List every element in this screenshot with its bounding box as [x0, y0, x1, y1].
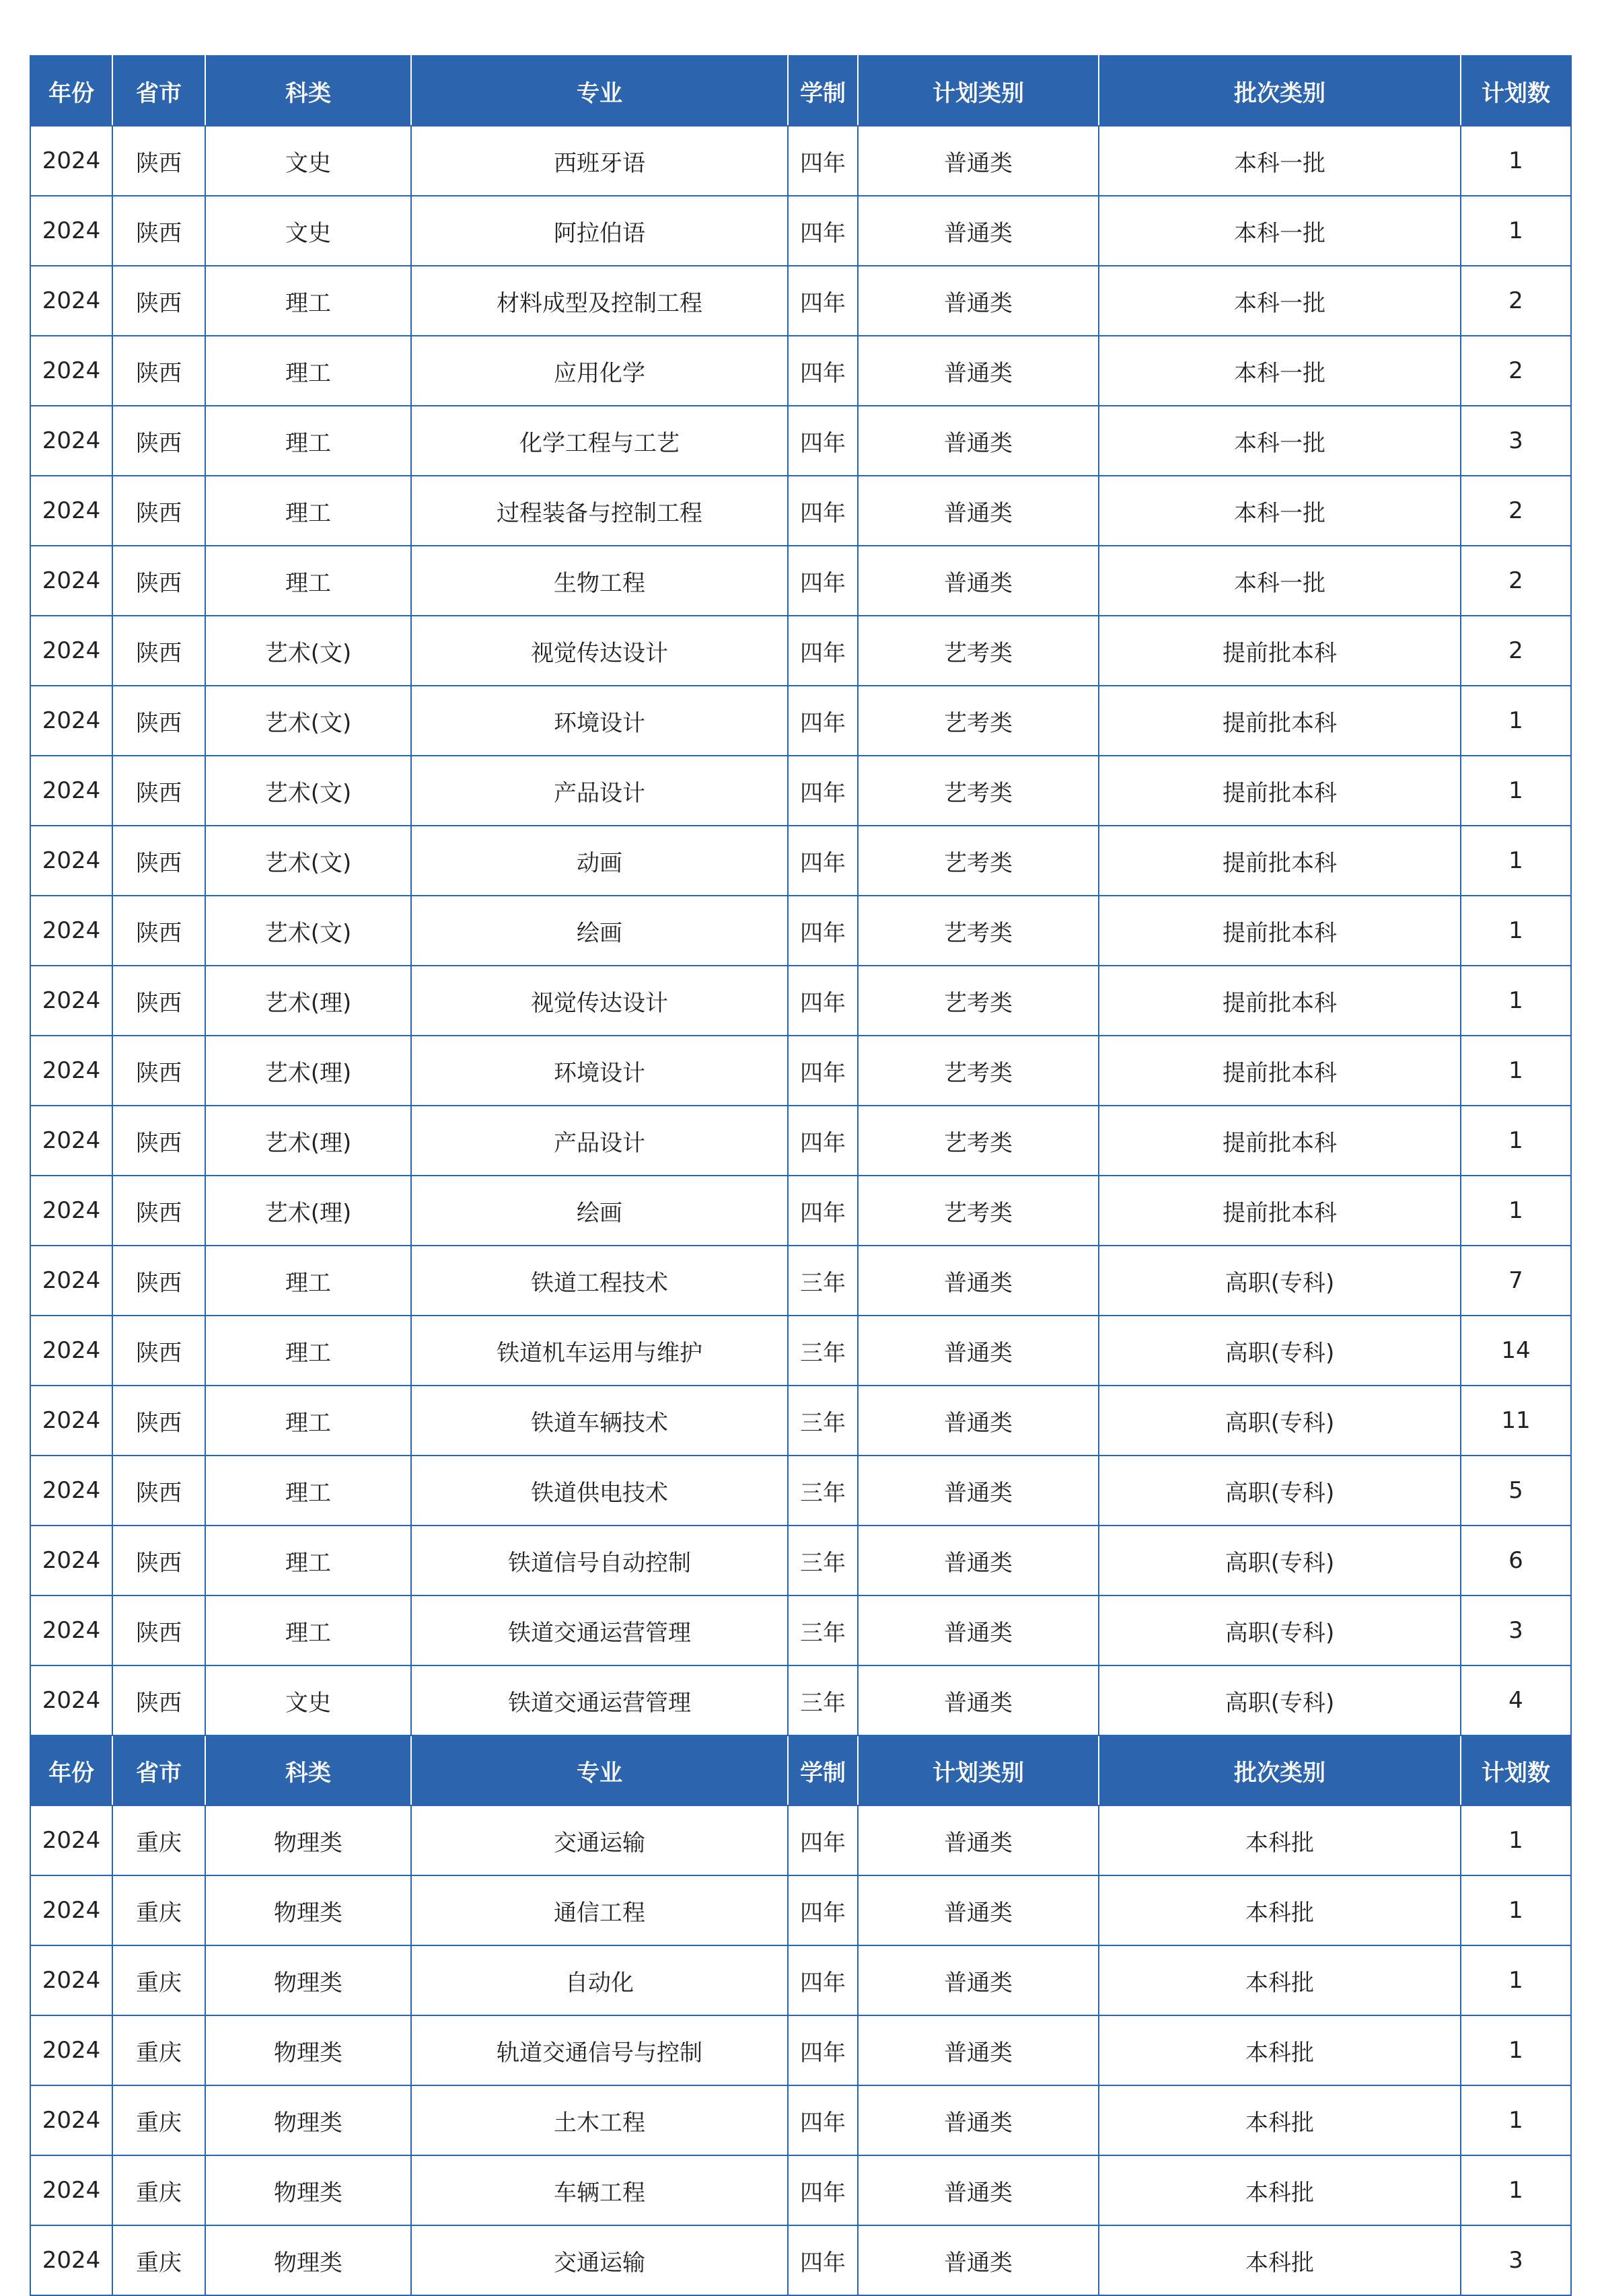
duration-cell: 四年	[788, 686, 858, 756]
subject-category-cell: 理工	[205, 1316, 411, 1386]
table-row	[30, 2225, 1571, 2295]
batch-category-cell: 提前批本科	[1099, 896, 1461, 966]
duration-cell: 四年	[788, 896, 858, 966]
subject-category-cell: 文史	[205, 126, 411, 196]
major-cell: 自动化	[411, 1945, 788, 2015]
batch-category-cell: 高职(专科)	[1099, 1526, 1461, 1595]
year-cell: 2024	[30, 686, 112, 756]
duration-cell: 四年	[788, 126, 858, 196]
plan-category-cell: 普通类	[858, 1316, 1099, 1386]
batch-category-cell: 本科一批	[1099, 406, 1461, 476]
year-cell: 2024	[30, 336, 112, 406]
duration-cell: 四年	[788, 1945, 858, 2015]
plan-count-cell: 1	[1461, 686, 1571, 756]
duration-cell: 四年	[788, 406, 858, 476]
major-cell: 铁道信号自动控制	[411, 1526, 788, 1595]
table-row	[30, 126, 1571, 196]
province-cell: 陕西	[112, 126, 205, 196]
header-cell-duration: 学制	[788, 1735, 858, 1805]
plan-category-cell: 普通类	[858, 2225, 1099, 2295]
batch-category-cell: 本科一批	[1099, 266, 1461, 336]
batch-category-cell: 本科一批	[1099, 336, 1461, 406]
province-cell: 陕西	[112, 966, 205, 1036]
table-row	[30, 336, 1571, 406]
plan-count-cell: 1	[1461, 2015, 1571, 2085]
province-cell: 重庆	[112, 2225, 205, 2295]
batch-category-cell: 高职(专科)	[1099, 1316, 1461, 1386]
batch-category-cell: 本科一批	[1099, 476, 1461, 546]
table-row	[30, 476, 1571, 546]
duration-cell: 四年	[788, 1805, 858, 1875]
province-cell: 陕西	[112, 896, 205, 966]
province-cell: 陕西	[112, 1036, 205, 1106]
province-cell: 陕西	[112, 616, 205, 686]
subject-category-cell: 艺术(文)	[205, 896, 411, 966]
subject-category-cell: 理工	[205, 1246, 411, 1316]
province-cell: 重庆	[112, 1805, 205, 1875]
table-row	[30, 1805, 1571, 1875]
plan-category-cell: 普通类	[858, 546, 1099, 616]
major-cell: 轨道交通信号与控制	[411, 2015, 788, 2085]
plan-count-cell: 2	[1461, 616, 1571, 686]
header-cell-duration: 学制	[788, 56, 858, 126]
subject-category-cell: 文史	[205, 1665, 411, 1735]
plan-count-cell: 1	[1461, 966, 1571, 1036]
subject-category-cell: 理工	[205, 1595, 411, 1665]
duration-cell: 四年	[788, 966, 858, 1036]
duration-cell: 四年	[788, 2015, 858, 2085]
province-cell: 陕西	[112, 1176, 205, 1246]
major-cell: 车辆工程	[411, 2155, 788, 2225]
plan-count-cell: 2	[1461, 476, 1571, 546]
year-cell: 2024	[30, 546, 112, 616]
subject-category-cell: 物理类	[205, 1945, 411, 2015]
subject-category-cell: 理工	[205, 1526, 411, 1595]
province-cell: 陕西	[112, 1526, 205, 1595]
subject-category-cell: 艺术(理)	[205, 966, 411, 1036]
major-cell: 生物工程	[411, 546, 788, 616]
year-cell: 2024	[30, 2015, 112, 2085]
plan-category-cell: 艺考类	[858, 616, 1099, 686]
batch-category-cell: 提前批本科	[1099, 686, 1461, 756]
duration-cell: 四年	[788, 1036, 858, 1106]
year-cell: 2024	[30, 1526, 112, 1595]
subject-category-cell: 艺术(文)	[205, 686, 411, 756]
plan-count-cell: 1	[1461, 2085, 1571, 2155]
subject-category-cell: 物理类	[205, 2085, 411, 2155]
batch-category-cell: 提前批本科	[1099, 966, 1461, 1036]
major-cell: 交通运输	[411, 2225, 788, 2295]
plan-count-cell: 1	[1461, 896, 1571, 966]
plan-category-cell: 艺考类	[858, 756, 1099, 826]
header-cell-plan-category: 计划类别	[858, 1735, 1099, 1805]
year-cell: 2024	[30, 1176, 112, 1246]
subject-category-cell: 理工	[205, 336, 411, 406]
header-cell-year: 年份	[30, 1735, 112, 1805]
duration-cell: 四年	[788, 2085, 858, 2155]
duration-cell: 四年	[788, 1176, 858, 1246]
header-cell-subject-category: 科类	[205, 1735, 411, 1805]
plan-count-cell: 2	[1461, 546, 1571, 616]
year-cell: 2024	[30, 756, 112, 826]
major-cell: 环境设计	[411, 686, 788, 756]
batch-category-cell: 本科批	[1099, 2015, 1461, 2085]
duration-cell: 四年	[788, 336, 858, 406]
batch-category-cell: 本科批	[1099, 2085, 1461, 2155]
province-cell: 陕西	[112, 336, 205, 406]
duration-cell: 四年	[788, 1106, 858, 1176]
subject-category-cell: 物理类	[205, 1805, 411, 1875]
plan-category-cell: 艺考类	[858, 1036, 1099, 1106]
year-cell: 2024	[30, 616, 112, 686]
header-cell-major: 专业	[411, 56, 788, 126]
major-cell: 化学工程与工艺	[411, 406, 788, 476]
enrollment-plan-table	[30, 55, 1572, 2296]
province-cell: 重庆	[112, 2155, 205, 2225]
year-cell: 2024	[30, 1945, 112, 2015]
year-cell: 2024	[30, 2225, 112, 2295]
plan-count-cell: 11	[1461, 1386, 1571, 1456]
province-cell: 陕西	[112, 406, 205, 476]
subject-category-cell: 艺术(文)	[205, 756, 411, 826]
batch-category-cell: 本科批	[1099, 2225, 1461, 2295]
plan-category-cell: 普通类	[858, 266, 1099, 336]
table-row	[30, 2085, 1571, 2155]
major-cell: 铁道交通运营管理	[411, 1595, 788, 1665]
batch-category-cell: 高职(专科)	[1099, 1386, 1461, 1456]
plan-count-cell: 14	[1461, 1316, 1571, 1386]
year-cell: 2024	[30, 406, 112, 476]
plan-category-cell: 普通类	[858, 196, 1099, 266]
major-cell: 产品设计	[411, 756, 788, 826]
province-cell: 重庆	[112, 1945, 205, 2015]
table-row	[30, 1456, 1571, 1526]
header-cell-subject-category: 科类	[205, 56, 411, 126]
plan-category-cell: 普通类	[858, 336, 1099, 406]
year-cell: 2024	[30, 1595, 112, 1665]
major-cell: 西班牙语	[411, 126, 788, 196]
header-cell-plan-count: 计划数	[1461, 1735, 1571, 1805]
plan-category-cell: 普通类	[858, 1665, 1099, 1735]
plan-count-cell: 5	[1461, 1456, 1571, 1526]
batch-category-cell: 提前批本科	[1099, 616, 1461, 686]
plan-category-cell: 普通类	[858, 1875, 1099, 1945]
year-cell: 2024	[30, 266, 112, 336]
province-cell: 陕西	[112, 686, 205, 756]
province-cell: 陕西	[112, 756, 205, 826]
year-cell: 2024	[30, 826, 112, 896]
major-cell: 过程装备与控制工程	[411, 476, 788, 546]
plan-category-cell: 普通类	[858, 1456, 1099, 1526]
province-cell: 陕西	[112, 1386, 205, 1456]
table-row	[30, 1036, 1571, 1106]
plan-category-cell: 普通类	[858, 1805, 1099, 1875]
year-cell: 2024	[30, 896, 112, 966]
year-cell: 2024	[30, 1875, 112, 1945]
table-row	[30, 1386, 1571, 1456]
duration-cell: 三年	[788, 1595, 858, 1665]
plan-count-cell: 1	[1461, 1176, 1571, 1246]
subject-category-cell: 物理类	[205, 2155, 411, 2225]
table-row	[30, 1316, 1571, 1386]
table-row	[30, 1526, 1571, 1595]
major-cell: 铁道交通运营管理	[411, 1665, 788, 1735]
year-cell: 2024	[30, 1106, 112, 1176]
batch-category-cell: 本科一批	[1099, 126, 1461, 196]
batch-category-cell: 提前批本科	[1099, 1036, 1461, 1106]
batch-category-cell: 提前批本科	[1099, 1106, 1461, 1176]
table-row	[30, 2015, 1571, 2085]
plan-category-cell: 普通类	[858, 2015, 1099, 2085]
plan-count-cell: 3	[1461, 406, 1571, 476]
table-header-row	[30, 1735, 1571, 1805]
plan-category-cell: 艺考类	[858, 686, 1099, 756]
plan-category-cell: 普通类	[858, 476, 1099, 546]
major-cell: 土木工程	[411, 2085, 788, 2155]
plan-category-cell: 艺考类	[858, 896, 1099, 966]
province-cell: 陕西	[112, 1665, 205, 1735]
duration-cell: 四年	[788, 196, 858, 266]
header-cell-plan-count: 计划数	[1461, 56, 1571, 126]
major-cell: 阿拉伯语	[411, 196, 788, 266]
province-cell: 陕西	[112, 1456, 205, 1526]
year-cell: 2024	[30, 1386, 112, 1456]
header-cell-major: 专业	[411, 1735, 788, 1805]
major-cell: 绘画	[411, 896, 788, 966]
year-cell: 2024	[30, 2155, 112, 2225]
plan-category-cell: 普通类	[858, 126, 1099, 196]
province-cell: 重庆	[112, 1875, 205, 1945]
header-cell-province: 省市	[112, 56, 205, 126]
year-cell: 2024	[30, 196, 112, 266]
subject-category-cell: 理工	[205, 266, 411, 336]
province-cell: 陕西	[112, 266, 205, 336]
major-cell: 通信工程	[411, 1875, 788, 1945]
batch-category-cell: 高职(专科)	[1099, 1246, 1461, 1316]
province-cell: 陕西	[112, 826, 205, 896]
province-cell: 重庆	[112, 2085, 205, 2155]
subject-category-cell: 理工	[205, 406, 411, 476]
duration-cell: 四年	[788, 616, 858, 686]
batch-category-cell: 提前批本科	[1099, 826, 1461, 896]
table-header-row	[30, 56, 1571, 126]
province-cell: 陕西	[112, 1595, 205, 1665]
header-cell-plan-category: 计划类别	[858, 56, 1099, 126]
table-row	[30, 1106, 1571, 1176]
plan-category-cell: 普通类	[858, 2085, 1099, 2155]
table-row	[30, 546, 1571, 616]
plan-count-cell: 3	[1461, 2225, 1571, 2295]
table-row	[30, 756, 1571, 826]
province-cell: 陕西	[112, 1106, 205, 1176]
subject-category-cell: 艺术(理)	[205, 1176, 411, 1246]
major-cell: 应用化学	[411, 336, 788, 406]
subject-category-cell: 艺术(理)	[205, 1106, 411, 1176]
major-cell: 动画	[411, 826, 788, 896]
batch-category-cell: 本科批	[1099, 2155, 1461, 2225]
header-cell-province: 省市	[112, 1735, 205, 1805]
subject-category-cell: 物理类	[205, 2015, 411, 2085]
subject-category-cell: 艺术(文)	[205, 616, 411, 686]
plan-count-cell: 1	[1461, 1875, 1571, 1945]
province-cell: 陕西	[112, 196, 205, 266]
province-cell: 陕西	[112, 546, 205, 616]
plan-count-cell: 1	[1461, 196, 1571, 266]
batch-category-cell: 本科一批	[1099, 196, 1461, 266]
table-row	[30, 1875, 1571, 1945]
duration-cell: 三年	[788, 1246, 858, 1316]
duration-cell: 四年	[788, 2225, 858, 2295]
province-cell: 陕西	[112, 1246, 205, 1316]
major-cell: 铁道工程技术	[411, 1246, 788, 1316]
table-row	[30, 196, 1571, 266]
plan-count-cell: 1	[1461, 1805, 1571, 1875]
plan-count-cell: 2	[1461, 266, 1571, 336]
province-cell: 重庆	[112, 2015, 205, 2085]
major-cell: 铁道车辆技术	[411, 1386, 788, 1456]
subject-category-cell: 文史	[205, 196, 411, 266]
plan-count-cell: 1	[1461, 126, 1571, 196]
duration-cell: 四年	[788, 756, 858, 826]
subject-category-cell: 物理类	[205, 1875, 411, 1945]
duration-cell: 四年	[788, 826, 858, 896]
table-row	[30, 896, 1571, 966]
duration-cell: 三年	[788, 1456, 858, 1526]
subject-category-cell: 理工	[205, 546, 411, 616]
table-row	[30, 406, 1571, 476]
province-cell: 陕西	[112, 1316, 205, 1386]
year-cell: 2024	[30, 1805, 112, 1875]
plan-category-cell: 普通类	[858, 1526, 1099, 1595]
subject-category-cell: 理工	[205, 1386, 411, 1456]
batch-category-cell: 本科批	[1099, 1875, 1461, 1945]
major-cell: 铁道供电技术	[411, 1456, 788, 1526]
plan-category-cell: 普通类	[858, 1386, 1099, 1456]
duration-cell: 四年	[788, 2155, 858, 2225]
batch-category-cell: 本科批	[1099, 1805, 1461, 1875]
table-row	[30, 616, 1571, 686]
year-cell: 2024	[30, 1456, 112, 1526]
plan-count-cell: 2	[1461, 336, 1571, 406]
subject-category-cell: 理工	[205, 476, 411, 546]
year-cell: 2024	[30, 1316, 112, 1386]
duration-cell: 四年	[788, 476, 858, 546]
table-row	[30, 1595, 1571, 1665]
plan-count-cell: 1	[1461, 756, 1571, 826]
batch-category-cell: 本科一批	[1099, 546, 1461, 616]
plan-count-cell: 1	[1461, 826, 1571, 896]
table-body	[30, 56, 1571, 2295]
year-cell: 2024	[30, 126, 112, 196]
subject-category-cell: 理工	[205, 1456, 411, 1526]
plan-count-cell: 1	[1461, 1106, 1571, 1176]
plan-category-cell: 普通类	[858, 406, 1099, 476]
batch-category-cell: 本科批	[1099, 1945, 1461, 2015]
duration-cell: 三年	[788, 1316, 858, 1386]
plan-count-cell: 6	[1461, 1526, 1571, 1595]
major-cell: 产品设计	[411, 1106, 788, 1176]
header-cell-batch-category: 批次类别	[1099, 56, 1461, 126]
plan-category-cell: 普通类	[858, 1945, 1099, 2015]
province-cell: 陕西	[112, 476, 205, 546]
duration-cell: 三年	[788, 1665, 858, 1735]
subject-category-cell: 艺术(理)	[205, 1036, 411, 1106]
year-cell: 2024	[30, 1246, 112, 1316]
plan-category-cell: 艺考类	[858, 1106, 1099, 1176]
batch-category-cell: 高职(专科)	[1099, 1665, 1461, 1735]
plan-count-cell: 1	[1461, 1036, 1571, 1106]
table-row	[30, 1176, 1571, 1246]
batch-category-cell: 提前批本科	[1099, 1176, 1461, 1246]
batch-category-cell: 高职(专科)	[1099, 1595, 1461, 1665]
year-cell: 2024	[30, 1665, 112, 1735]
plan-count-cell: 1	[1461, 2155, 1571, 2225]
header-cell-year: 年份	[30, 56, 112, 126]
table-row	[30, 1945, 1571, 2015]
plan-category-cell: 艺考类	[858, 1176, 1099, 1246]
year-cell: 2024	[30, 1036, 112, 1106]
table-row	[30, 966, 1571, 1036]
major-cell: 铁道机车运用与维护	[411, 1316, 788, 1386]
enrollment-plan-sheet	[30, 55, 1570, 2296]
major-cell: 视觉传达设计	[411, 966, 788, 1036]
plan-category-cell: 艺考类	[858, 966, 1099, 1036]
table-row	[30, 686, 1571, 756]
table-row	[30, 2155, 1571, 2225]
year-cell: 2024	[30, 2085, 112, 2155]
major-cell: 材料成型及控制工程	[411, 266, 788, 336]
plan-count-cell: 7	[1461, 1246, 1571, 1316]
major-cell: 绘画	[411, 1176, 788, 1246]
batch-category-cell: 高职(专科)	[1099, 1456, 1461, 1526]
plan-category-cell: 普通类	[858, 1595, 1099, 1665]
plan-count-cell: 3	[1461, 1595, 1571, 1665]
duration-cell: 三年	[788, 1526, 858, 1595]
year-cell: 2024	[30, 966, 112, 1036]
duration-cell: 四年	[788, 546, 858, 616]
plan-count-cell: 1	[1461, 1945, 1571, 2015]
major-cell: 视觉传达设计	[411, 616, 788, 686]
table-row	[30, 266, 1571, 336]
plan-count-cell: 4	[1461, 1665, 1571, 1735]
table-row	[30, 826, 1571, 896]
subject-category-cell: 艺术(文)	[205, 826, 411, 896]
major-cell: 环境设计	[411, 1036, 788, 1106]
subject-category-cell: 物理类	[205, 2225, 411, 2295]
year-cell: 2024	[30, 476, 112, 546]
duration-cell: 四年	[788, 266, 858, 336]
batch-category-cell: 提前批本科	[1099, 756, 1461, 826]
table-row	[30, 1665, 1571, 1735]
plan-category-cell: 普通类	[858, 1246, 1099, 1316]
major-cell: 交通运输	[411, 1805, 788, 1875]
plan-category-cell: 普通类	[858, 2155, 1099, 2225]
duration-cell: 四年	[788, 1875, 858, 1945]
header-cell-batch-category: 批次类别	[1099, 1735, 1461, 1805]
table-row	[30, 1246, 1571, 1316]
plan-category-cell: 艺考类	[858, 826, 1099, 896]
duration-cell: 三年	[788, 1386, 858, 1456]
